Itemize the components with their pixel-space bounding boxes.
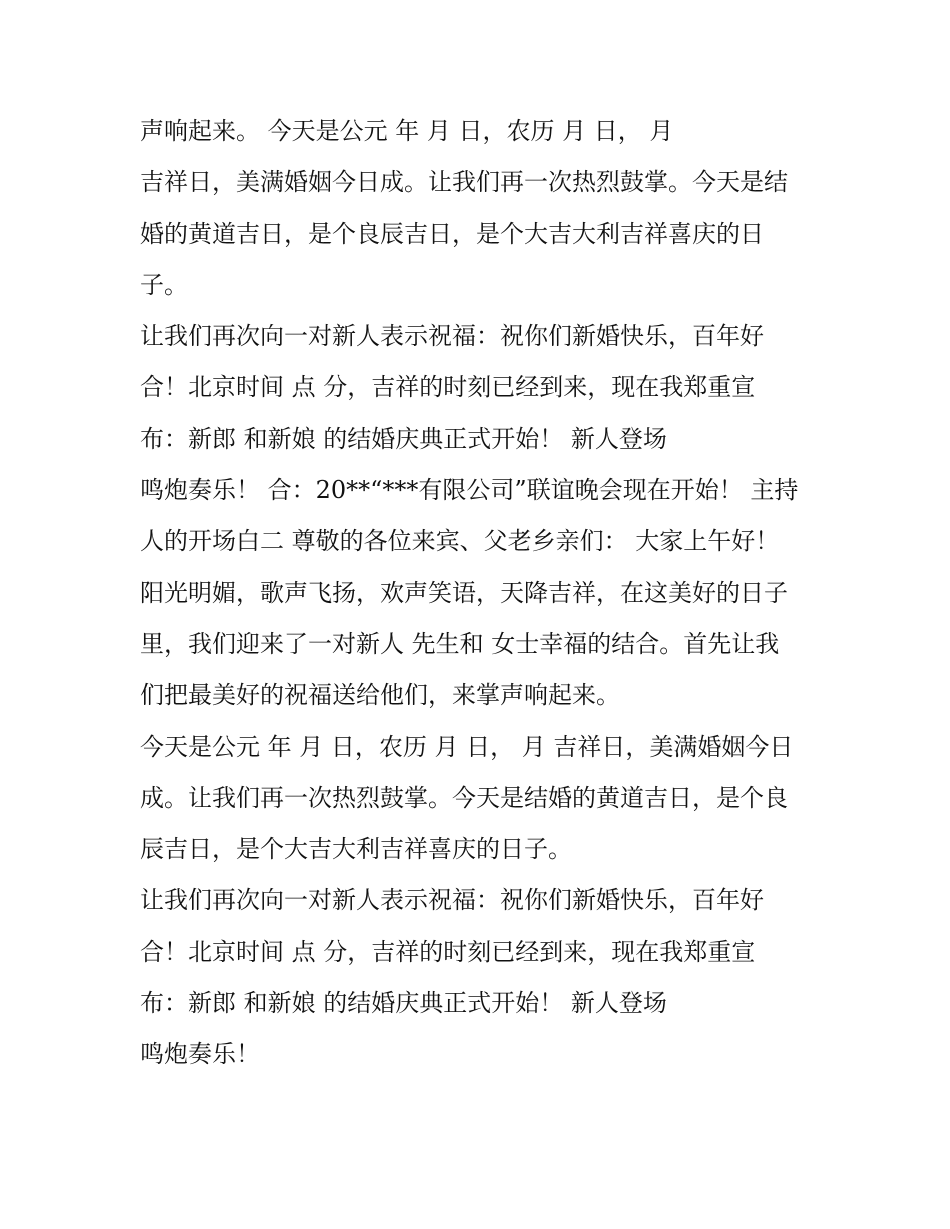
text-line: 合！北京时间 点 分，吉祥的时刻已经到来，现在我郑重宣 <box>140 937 756 966</box>
text-line: 今天是公元 年 月 日，农历 月 日， 月 吉祥日，美满婚姻今日 <box>140 732 794 761</box>
text-line: 让我们再次向一对新人表示祝福：祝你们新婚快乐，百年好 <box>140 886 764 915</box>
text-line: 里，我们迎来了一对新人 先生和 女士幸福的结合。首先让我 <box>140 629 780 658</box>
text-line: 子。 <box>140 270 188 299</box>
text-line: 声响起来。 今天是公元 年 月 日，农历 月 日， 月 <box>140 117 674 145</box>
text-line: 鸣炮奏乐！ 合：20**“***有限公司”联谊晚会现在开始！ 主持 <box>140 476 799 505</box>
text-line: 让我们再次向一对新人表示祝福：祝你们新婚快乐，百年好 <box>140 322 764 351</box>
text-line: 鸣炮奏乐！ <box>140 1040 260 1069</box>
text-line: 吉祥日，美满婚姻今日成。让我们再一次热烈鼓掌。今天是结 <box>140 168 788 197</box>
body-text <box>140 106 830 1081</box>
text-line: 婚的黄道吉日，是个良辰吉日，是个大吉大利吉祥喜庆的日 <box>140 219 764 248</box>
text-line: 布：新郎 和新娘 的结婚庆典正式开始！ 新人登场 <box>140 989 667 1018</box>
text-line: 合！北京时间 点 分，吉祥的时刻已经到来，现在我郑重宣 <box>140 373 756 402</box>
text-line: 布：新郎 和新娘 的结婚庆典正式开始！ 新人登场 <box>140 424 667 453</box>
text-line: 人的开场白二 尊敬的各位来宾、父老乡亲们： 大家上午好！ <box>140 527 780 556</box>
text-line: 们把最美好的祝福送给他们，来掌声响起来。 <box>140 681 620 710</box>
text-line: 阳光明媚，歌声飞扬，欢声笑语，天降吉祥，在这美好的日子 <box>140 578 788 607</box>
text-line: 成。让我们再一次热烈鼓掌。今天是结婚的黄道吉日，是个良 <box>140 783 788 812</box>
text-line: 辰吉日，是个大吉大利吉祥喜庆的日子。 <box>140 835 572 864</box>
